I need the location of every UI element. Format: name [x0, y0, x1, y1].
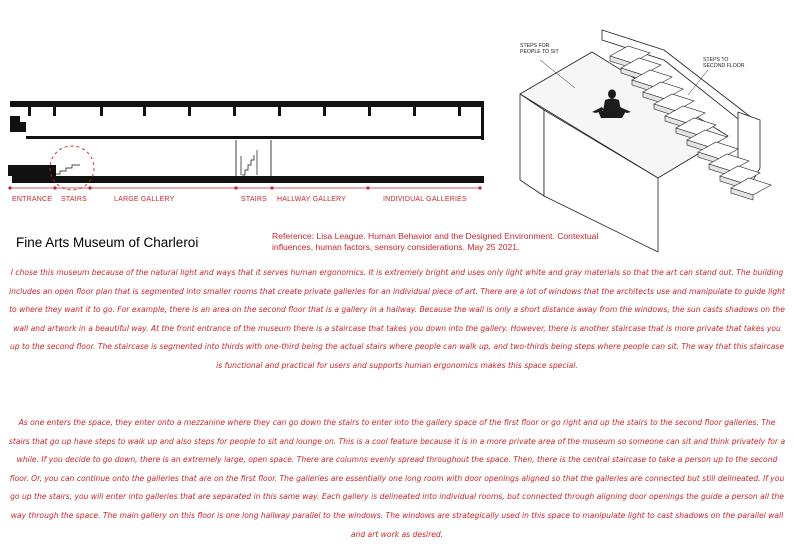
description-paragraph-2: As one enters the space, they enter onto a mezzanine where they can go down the stairs to enter into the gallery space of the first floor or go right and up the stairs to the second floor galleries. The stairs that go up have steps to walk up and also steps for people to sit and lounge on. This is a cool feature because it is in a more private area of the museum so someone can sit and think privately for a while. If you decide to go down, there is an extremely large, open space. There are columns evenly spread throughout the space. Then, there is the central staircase to take a person up to the second floor. Or, you can continue onto the galleries that are on the first floor. The galleries are essentially one long room with door openings aligned so that the galleries are connected but still delineated. If you go up the stairs, you will enter into galleries that are separated in this same way. Each gallery is delineated into individual rooms, but connected through aligning door openings the guide a person all the way through the space. The main gallery on this floor is one long hallway parallel to the windows. The windows are strategically used in this space to manipulate light to cast shadows on the parallel wall and art work as desired. — [8, 418, 786, 539]
reference-citation: Reference: Lisa League. Human Behavior and the Designed Environment. Contextual influences, human factors, sensory considerations. May 25 2021. — [272, 231, 599, 252]
zone-label-stairs-2: STAIRS — [241, 196, 267, 203]
zone-label-individual-galleries: INDIVIDUAL GALLERIES — [383, 196, 467, 203]
label-steps-to-second-floor: STEPS TO SECOND FLOOR — [703, 57, 745, 69]
zone-label-large-gallery: LARGE GALLERY — [114, 196, 175, 203]
page-title: Fine Arts Museum of Charleroi — [16, 235, 199, 250]
zone-label-stairs-1: STAIRS — [61, 196, 87, 203]
zone-label-hallway-gallery: HALLWAY GALLERY — [277, 196, 347, 203]
description-paragraph-1: I chose this museum because of the natural light and ways that it serves human ergonomics. It is extremely bright and uses only light white and gray materials so that the art can stand out. The building includes an open floor plan that is segmented into smaller rooms that create private galleries for an individual piece of art. There are a lot of windows that the architects use and manipulate to guide light to where they want it to go. For example, there is an area on the second floor that is a gallery in a hallway. Because the wall is only a short distance away from the windows, the sun casts shadows on the wall and artwork in a beautiful way. At the front entrance of the museum there is a staircase that takes you down into the gallery. However, there is another staircase that is more private that takes you up to the second floor. The staircase is segmented into thirds with one-third being the actual stairs where people can walk up, and two-thirds being steps where people can sit. The way that this staircase is functional and practical for users and supports human ergonomics makes this space special. — [9, 268, 785, 370]
zone-label-entrance: ENTRANCE — [12, 196, 53, 203]
label-steps-to-sit: STEPS FOR PEOPLE TO SIT — [520, 43, 559, 55]
